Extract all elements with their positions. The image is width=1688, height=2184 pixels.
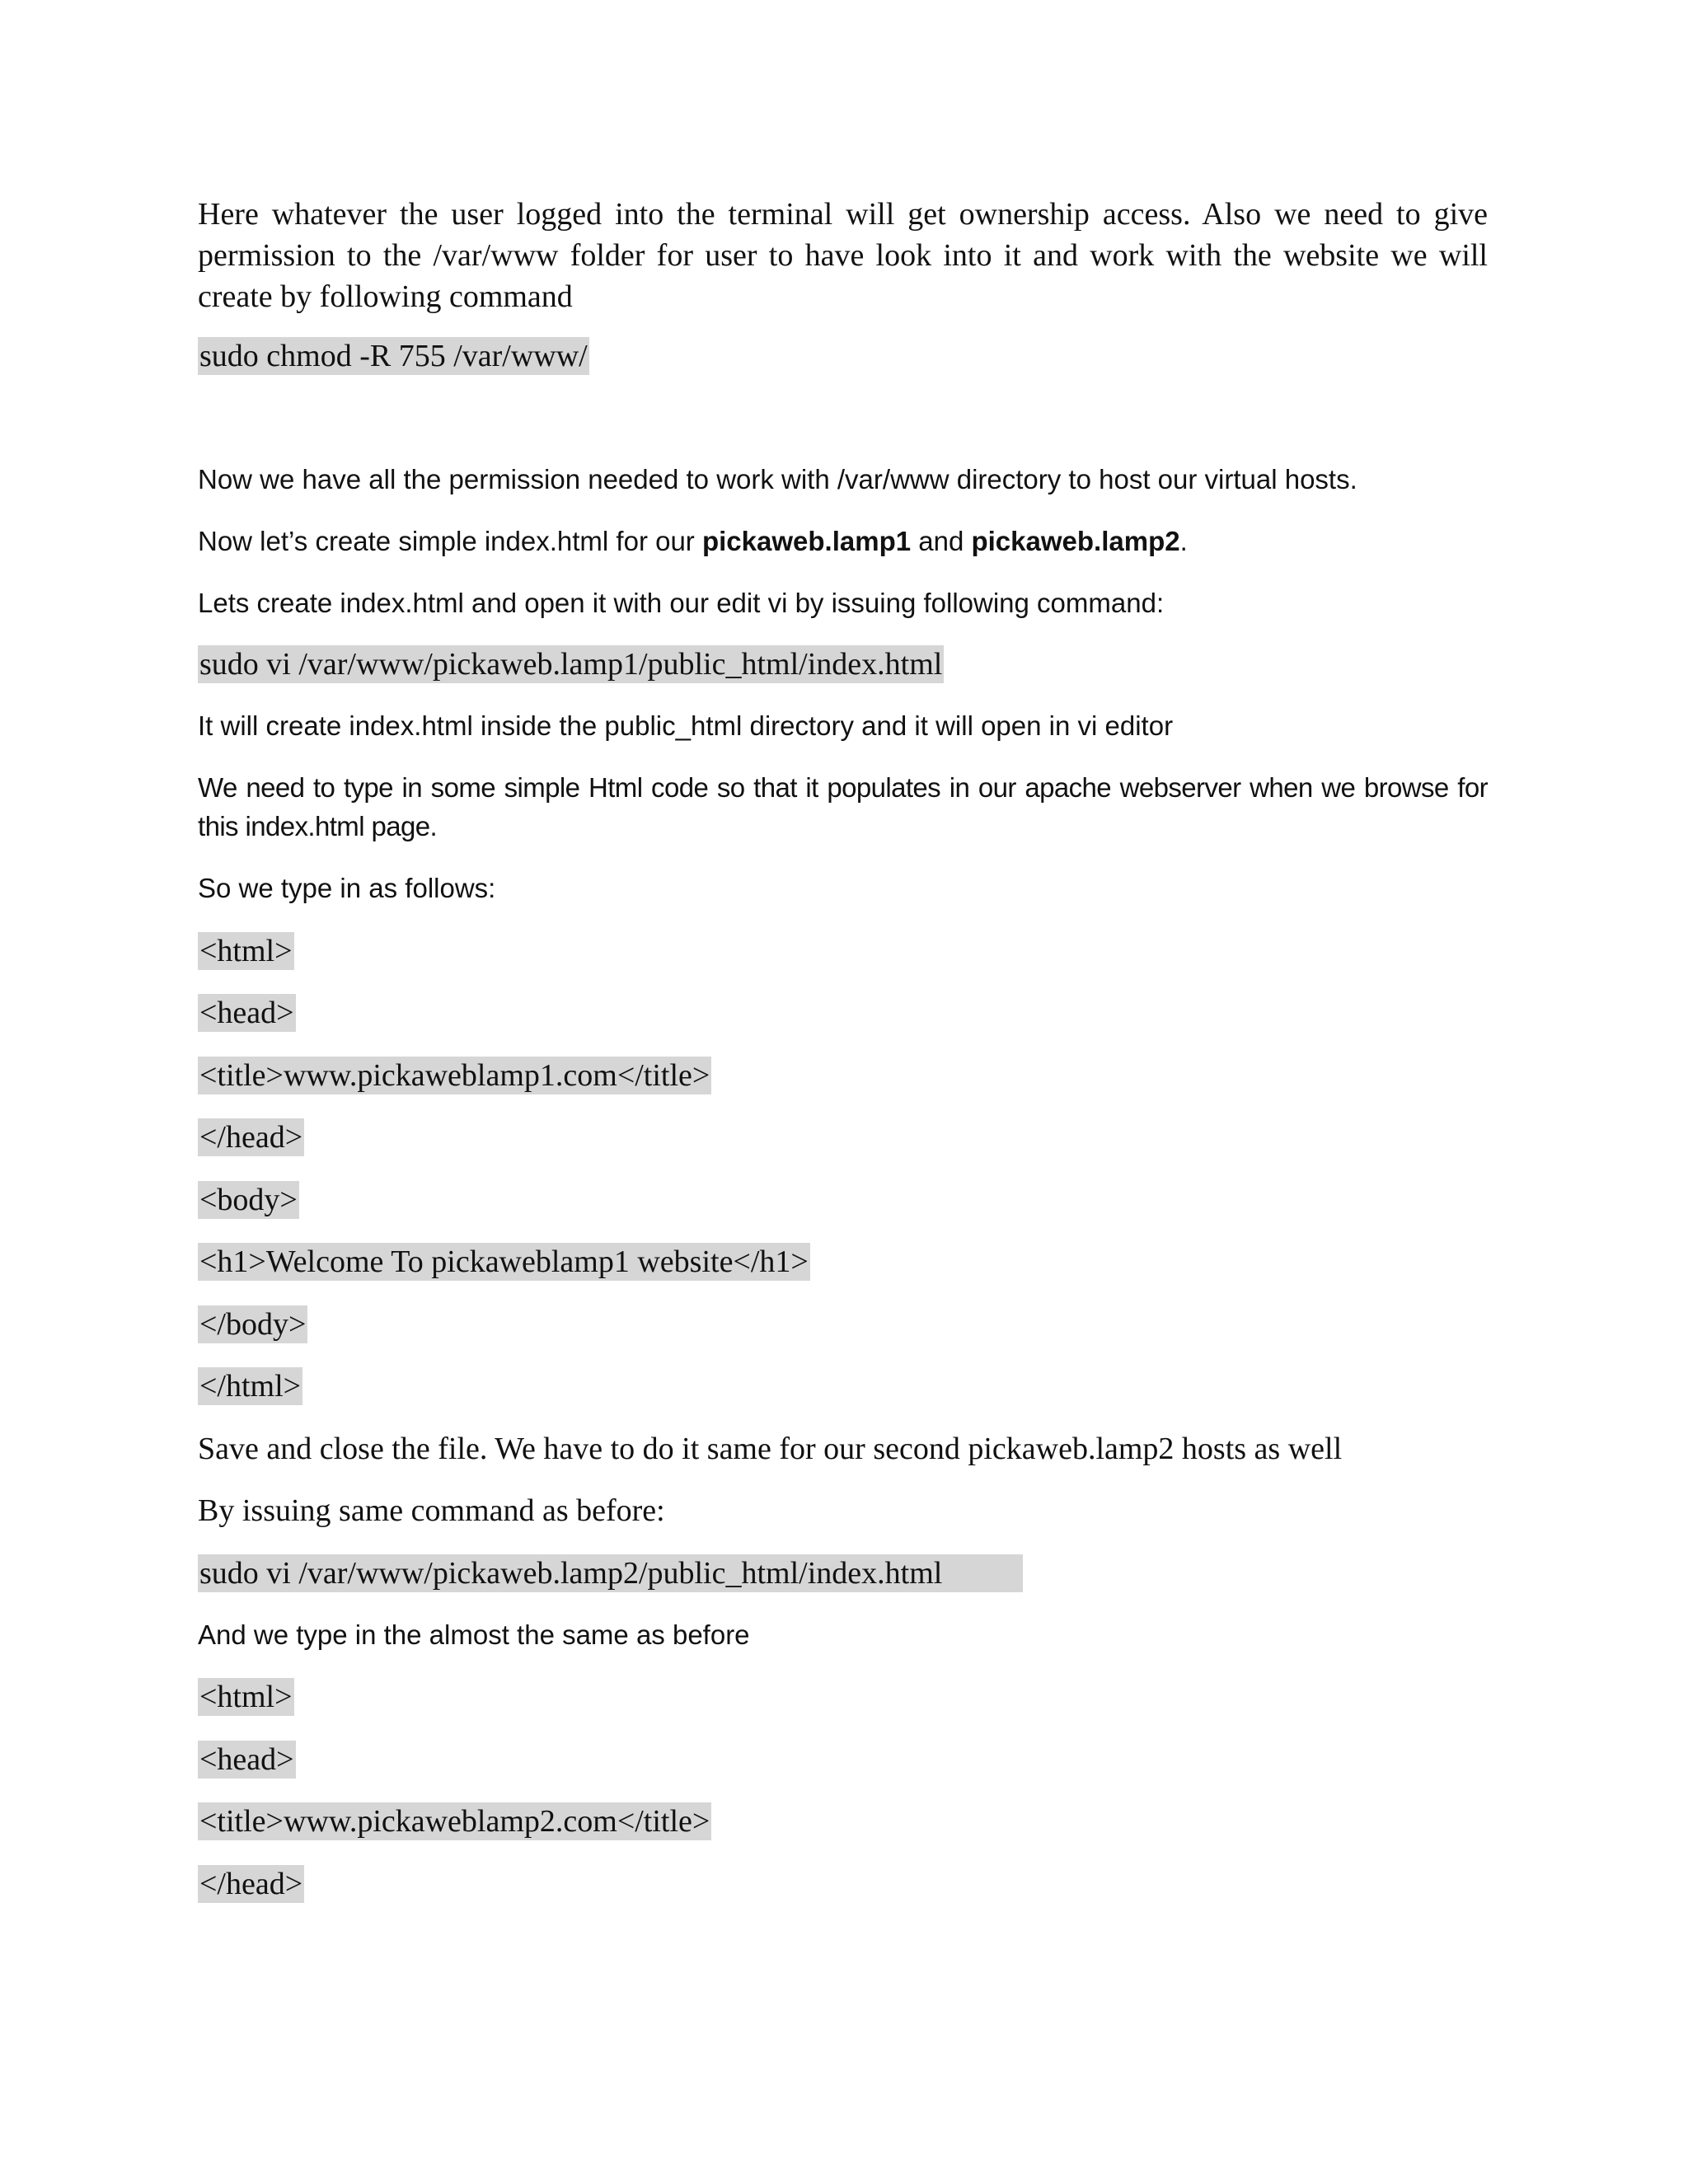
ownership-paragraph: Here whatever the user logged into the terminal will get ownership access. Also we need to give permission to the /var/www folder for user to have look into it and work with the website we will create by following command xyxy=(198,197,1488,314)
code-line xyxy=(198,1241,810,1282)
vi-command-lamp1 xyxy=(198,644,944,685)
code2-title: <title>www.pickaweblamp2.com</title> xyxy=(199,1804,710,1839)
vi-command-lamp2 xyxy=(198,1553,1023,1594)
code-html-open: <html> xyxy=(199,934,293,968)
code2-head-close: </head> xyxy=(199,1867,303,1901)
vi-editor-paragraph: It will create index.html inside the public_html directory and it will open in vi editor xyxy=(198,710,1174,741)
code-head-close: </head> xyxy=(199,1120,303,1155)
code-line xyxy=(198,1304,307,1345)
create-index-paragraph xyxy=(198,522,1188,560)
same-command-paragraph: By issuing same command as before: xyxy=(198,1493,665,1528)
save-close-paragraph: Save and close the file. We have to do it same for our second pickaweb.lamp2 hosts as well xyxy=(198,1432,1343,1466)
code-title: <title>www.pickaweblamp1.com</title> xyxy=(199,1058,710,1093)
code-line xyxy=(198,1055,711,1096)
create-index-and: and xyxy=(911,526,972,556)
host-name-lamp2: pickaweb.lamp2 xyxy=(971,526,1180,556)
create-index-text: Now let’s create simple index.html for our xyxy=(198,526,702,556)
vi-command-lamp1-text: sudo vi /var/www/pickaweb.lamp1/public_html/index.html xyxy=(199,647,943,682)
chmod-command-text: sudo chmod -R 755 /var/www/ xyxy=(199,339,588,373)
code-line xyxy=(198,1117,304,1158)
code-line xyxy=(198,930,294,972)
code-line xyxy=(198,1676,294,1718)
code-line xyxy=(198,1366,302,1407)
open-vi-paragraph: Lets create index.html and open it with our edit vi by issuing following command: xyxy=(198,588,1165,618)
html-code-paragraph: We need to type in some simple Html code so that it populates in our apache webserver when we browse for this index.html page. xyxy=(198,772,1488,841)
code-line xyxy=(198,1179,299,1221)
code-head-open: <head> xyxy=(199,996,294,1030)
vi-command-lamp2-text: sudo vi /var/www/pickaweb.lamp2/public_html/index.html xyxy=(198,1554,1023,1592)
code-body-open: <body> xyxy=(199,1183,298,1217)
code-line xyxy=(198,1801,711,1842)
code-line xyxy=(198,1863,304,1905)
code2-head-open: <head> xyxy=(199,1742,294,1777)
chmod-command xyxy=(198,335,589,377)
create-index-period: . xyxy=(1179,526,1188,556)
code-line xyxy=(198,992,296,1033)
almost-same-paragraph: And we type in the almost the same as before xyxy=(198,1619,750,1650)
code-body-close: </body> xyxy=(199,1307,307,1342)
type-as-follows-paragraph: So we type in as follows: xyxy=(198,873,496,903)
host-name-lamp1: pickaweb.lamp1 xyxy=(701,526,912,556)
code-html-close: </html> xyxy=(199,1369,302,1404)
code2-html-open: <html> xyxy=(199,1680,293,1714)
code-h1: <h1>Welcome To pickaweblamp1 website</h1> xyxy=(199,1244,809,1279)
permission-paragraph: Now we have all the permission needed to work with /var/www directory to host our virtual hosts. xyxy=(198,464,1357,494)
code-line xyxy=(198,1739,296,1780)
